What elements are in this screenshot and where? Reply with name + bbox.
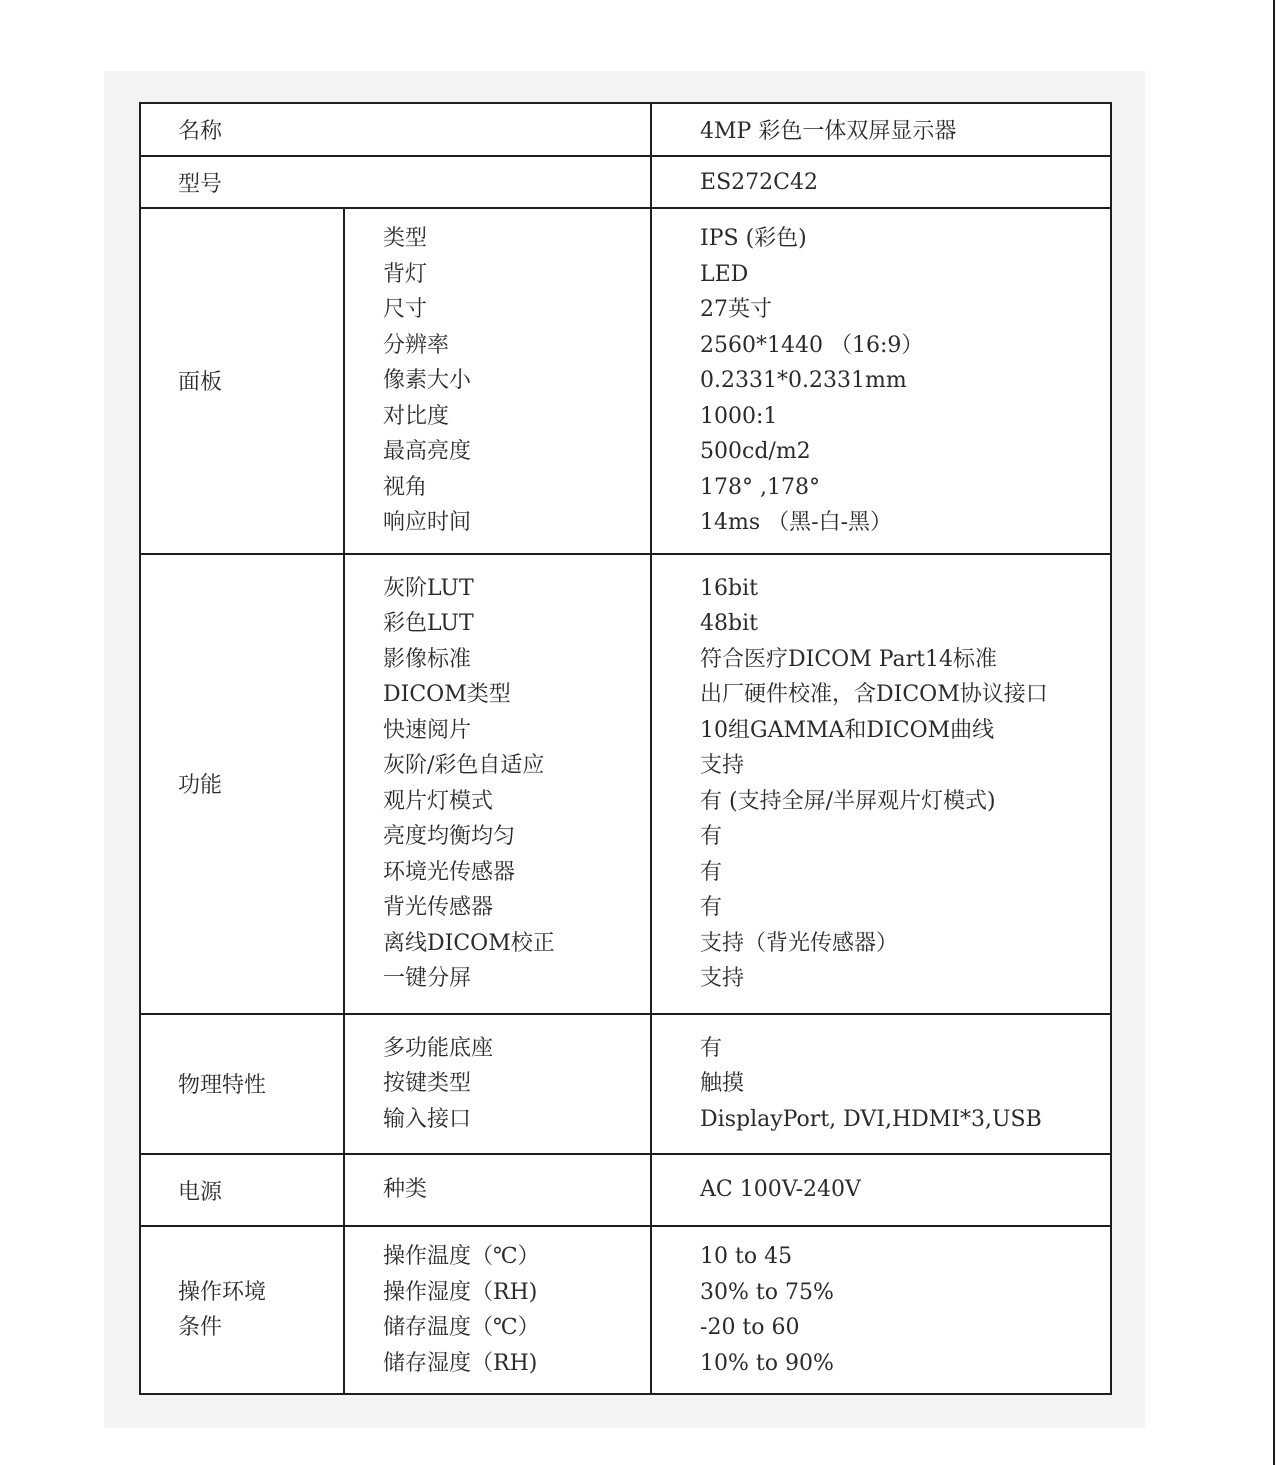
item-label: 灰阶/彩色自适应	[383, 753, 545, 778]
item-label: 响应时间	[383, 510, 472, 535]
item-label: 一键分屏	[383, 966, 472, 991]
group-power	[140, 1154, 1111, 1226]
spec-table	[139, 102, 1112, 1395]
item-labels	[344, 1014, 651, 1155]
row-value: 4MP 彩色一体双屏显示器	[651, 103, 1111, 156]
row-model	[140, 156, 1111, 208]
item-value: 16bit	[700, 575, 758, 601]
group-label: 物理特性	[140, 1014, 344, 1155]
item-label: 观片灯模式	[383, 788, 494, 814]
group-label	[140, 1226, 344, 1394]
group-physical	[140, 1014, 1111, 1155]
item-value: 符合医疗DICOM Part14标准	[700, 646, 998, 672]
item-label: 最高亮度	[383, 439, 472, 464]
row-label: 名称	[140, 103, 651, 156]
group-function	[140, 554, 1111, 1014]
item-label: 像素大小	[383, 368, 472, 393]
group-label: 电源	[140, 1154, 344, 1226]
item-value: 10组GAMMA和DICOM曲线	[700, 717, 995, 743]
row-label: 型号	[140, 156, 651, 208]
item-label: 视角	[383, 474, 428, 500]
item-values	[651, 1014, 1111, 1155]
item-labels	[344, 1226, 651, 1394]
item-value: 支持	[700, 753, 745, 778]
group-environment	[140, 1226, 1111, 1394]
item-label: 彩色LUT	[383, 611, 474, 636]
item-label: 储存温度（℃）	[383, 1315, 540, 1340]
item-label: 亮度均衡均匀	[383, 824, 516, 849]
group-label: 面板	[140, 208, 344, 554]
item-value: 27英寸	[700, 297, 773, 322]
item-values	[651, 554, 1111, 1014]
spec-panel	[104, 71, 1145, 1428]
item-label: 离线DICOM校正	[383, 930, 555, 956]
group-label-line: 操作环境	[178, 1279, 267, 1305]
group-label: 功能	[140, 554, 344, 1014]
item-value: DisplayPort, DVI,HDMI*3,USB	[700, 1106, 1042, 1132]
item-value: 支持（背光传感器）	[700, 930, 899, 956]
item-value: 触摸	[700, 1071, 745, 1096]
item-value: IPS (彩色)	[700, 226, 807, 251]
item-value: LED	[700, 261, 749, 287]
item-labels	[344, 554, 651, 1014]
item-label: 环境光传感器	[383, 859, 516, 885]
item-label: 背灯	[383, 261, 428, 287]
item-value: 有	[700, 1035, 723, 1061]
item-values	[651, 1154, 1111, 1226]
item-values	[651, 208, 1111, 554]
item-value: 有 (支持全屏/半屏观片灯模式)	[700, 788, 996, 814]
item-label: 操作温度（℃）	[383, 1244, 540, 1269]
item-label: 按键类型	[383, 1071, 472, 1096]
item-labels	[344, 208, 651, 554]
group-panel	[140, 208, 1111, 554]
item-label: 储存湿度（RH)	[383, 1350, 538, 1376]
item-value: 30% to 75%	[700, 1279, 834, 1305]
group-label-line: 条件	[178, 1315, 223, 1340]
item-value: 支持	[700, 966, 745, 991]
item-value: 178° ,178°	[700, 474, 820, 500]
item-label: 种类	[383, 1177, 428, 1203]
item-value: -20 to 60	[700, 1315, 800, 1340]
item-value: 10 to 45	[700, 1244, 793, 1269]
item-value: AC 100V-240V	[700, 1177, 861, 1203]
item-label: 对比度	[383, 403, 450, 429]
item-value: 10% to 90%	[700, 1350, 834, 1376]
item-label: 多功能底座	[383, 1035, 494, 1061]
item-value: 出厂硬件校准，含DICOM协议接口	[700, 682, 1048, 707]
item-label: 灰阶LUT	[383, 575, 474, 601]
item-values	[651, 1226, 1111, 1394]
item-label: 类型	[383, 226, 428, 251]
row-name	[140, 103, 1111, 156]
item-label: 操作湿度（RH)	[383, 1279, 538, 1305]
item-label: DICOM类型	[383, 682, 511, 707]
item-value: 2560*1440 （16:9）	[700, 332, 924, 358]
item-label: 影像标准	[383, 646, 472, 672]
item-label: 输入接口	[383, 1106, 472, 1132]
row-value: ES272C42	[651, 156, 1111, 208]
item-label: 背光传感器	[383, 895, 494, 920]
item-value: 有	[700, 824, 723, 849]
item-value: 500cd/m2	[700, 439, 811, 464]
item-value: 有	[700, 859, 723, 885]
item-value: 0.2331*0.2331mm	[700, 368, 907, 393]
item-value: 有	[700, 895, 723, 920]
item-label: 尺寸	[383, 297, 428, 322]
item-value: 14ms （黑-白-黑）	[700, 510, 893, 535]
page-edge-rule	[1273, 0, 1275, 1465]
item-label: 快速阅片	[383, 717, 472, 743]
item-value: 48bit	[700, 611, 758, 636]
item-label: 分辨率	[383, 332, 450, 358]
item-value: 1000:1	[700, 403, 778, 429]
item-labels	[344, 1154, 651, 1226]
